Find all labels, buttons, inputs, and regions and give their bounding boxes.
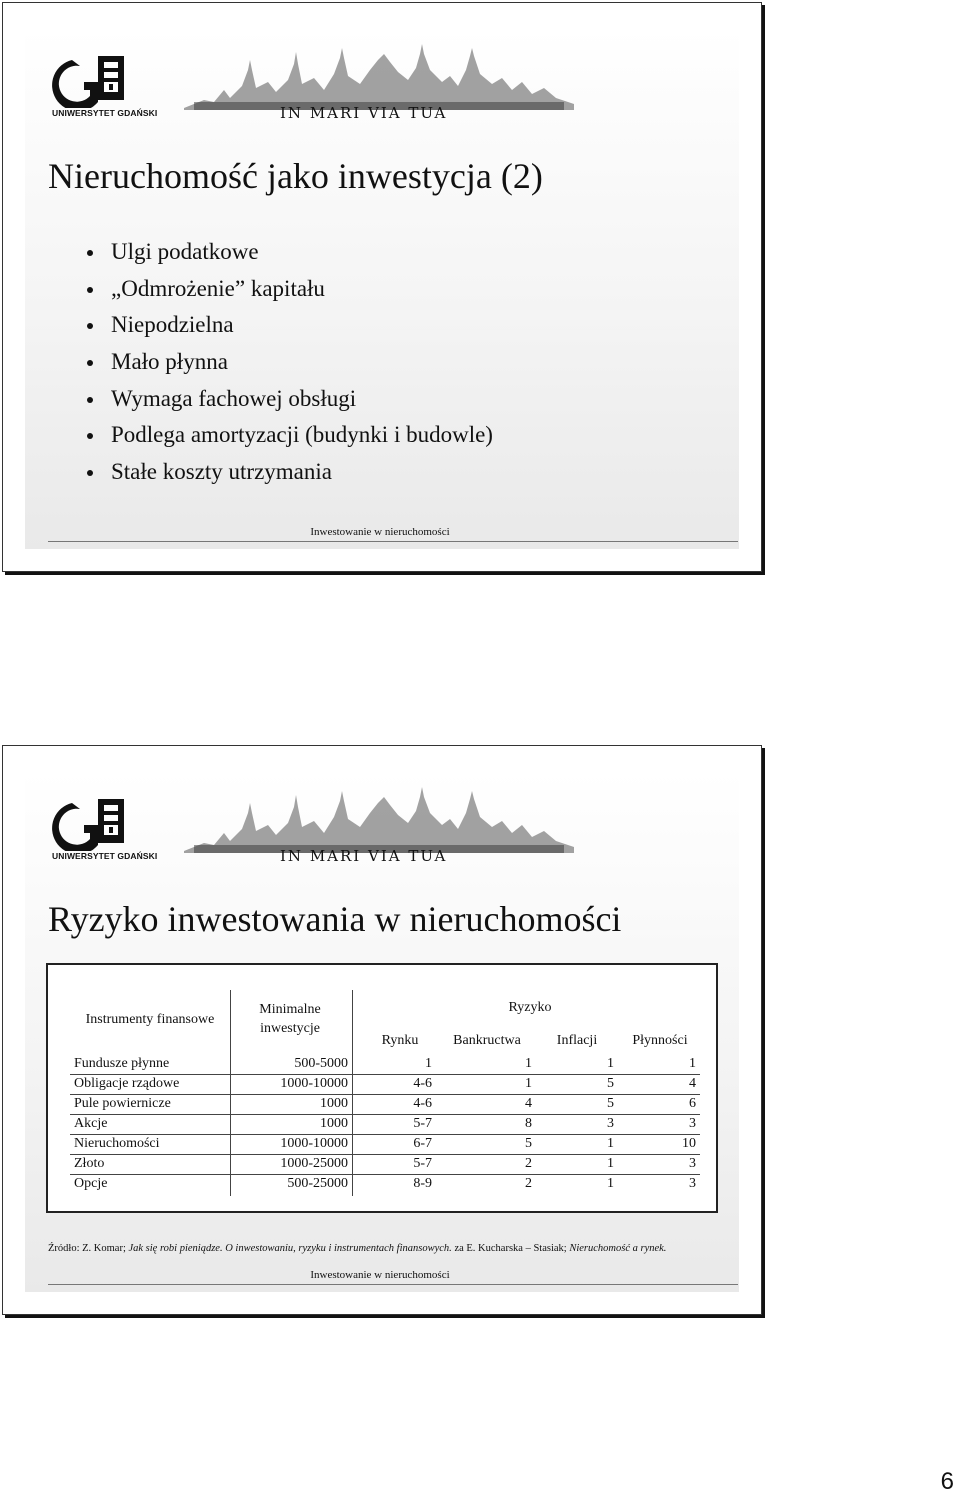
city-skyline-icon: [184, 783, 574, 853]
source-book-1: Jak się robi pieniądze. O inwestowaniu, ryzyku i instrumentach finansowych.: [128, 1243, 452, 1254]
table-row: [70, 1134, 700, 1155]
table-cell: 1: [607, 1156, 614, 1171]
table-cell: 1: [525, 1056, 532, 1071]
table-cell: 8: [525, 1116, 532, 1131]
page-number: 6: [940, 1468, 954, 1495]
table-cell: 8-9: [413, 1176, 432, 1191]
table-row: [70, 1174, 700, 1194]
header-instruments: Instrumenty finansowe: [85, 1012, 215, 1027]
table-cell: Opcje: [74, 1176, 108, 1191]
table-cell: 1: [607, 1136, 614, 1151]
table-cell: 4-6: [413, 1076, 432, 1091]
table-cell: 1000: [320, 1096, 348, 1111]
slide-2-title: Ryzyko inwestowania w nieruchomości: [48, 899, 622, 939]
table-cell: 3: [689, 1176, 696, 1191]
university-emblem-icon: [52, 52, 152, 108]
table-cell: 500-5000: [294, 1056, 348, 1071]
bullet-item: Stałe koszty utrzymania: [85, 456, 493, 493]
footer-divider: [48, 541, 738, 542]
table-cell: Nieruchomości: [74, 1136, 160, 1151]
bullet-item: „Odmrożenie” kapitału: [85, 273, 493, 310]
footer-divider: [48, 1284, 738, 1285]
slide-2-footer: Inwestowanie w nieruchomości: [310, 1269, 450, 1281]
bullet-list: [85, 236, 493, 493]
university-emblem-icon: [52, 795, 152, 851]
bullet-item: Mało płynna: [85, 346, 493, 383]
table-cell: 1000-25000: [280, 1156, 348, 1171]
table-cell: 4: [525, 1096, 532, 1111]
table-cell: 4-6: [413, 1096, 432, 1111]
table-row: [70, 1154, 700, 1175]
table-cell: 3: [689, 1116, 696, 1131]
header-min-investment: Minimalne inwestycje: [259, 1002, 321, 1036]
table-cell: 2: [525, 1176, 532, 1191]
table-cell: 1: [425, 1056, 432, 1071]
table-cell: Obligacje rządowe: [74, 1076, 180, 1091]
source-note: [48, 1242, 688, 1255]
university-motto: IN MARI VIA TUA: [280, 104, 448, 122]
table-cell: 1: [607, 1176, 614, 1191]
table-cell: Fundusze płynne: [74, 1056, 170, 1071]
table-cell: 10: [682, 1136, 696, 1151]
logo-text: UNIWERSYTET GDAŃSKI: [52, 851, 158, 861]
table-cell: 3: [607, 1116, 614, 1131]
bullet-item: Wymaga fachowej obsługi: [85, 383, 493, 420]
slide-1-footer: Inwestowanie w nieruchomości: [310, 526, 450, 538]
risk-table-box: [46, 963, 718, 1213]
slide-1-title: Nieruchomość jako inwestycja (2): [48, 156, 543, 196]
table-cell: 1: [689, 1056, 696, 1071]
table-cell: 6-7: [413, 1136, 432, 1151]
table-row: [70, 1054, 700, 1075]
table-cell: Pule powiernicze: [74, 1096, 171, 1111]
table-cell: 1000: [320, 1116, 348, 1131]
header-risk-market: Rynku: [381, 1033, 419, 1048]
table-cell: 5: [607, 1076, 614, 1091]
university-logo: [52, 795, 158, 865]
source-middle: za E. Kucharska – Stasiak;: [451, 1243, 570, 1254]
header-risk-group: Ryzyko: [508, 1000, 552, 1015]
table-cell: 5-7: [413, 1116, 432, 1131]
table-cell: 500-25000: [287, 1176, 348, 1191]
bullet-item: Ulgi podatkowe: [85, 236, 493, 273]
table-row: [70, 1074, 700, 1095]
table-cell: 5-7: [413, 1156, 432, 1171]
header-risk-liquidity: Płynności: [632, 1033, 688, 1048]
city-skyline-icon: [184, 40, 574, 110]
bullet-item: Podlega amortyzacji (budynki i budowle): [85, 419, 493, 456]
bullet-item: Niepodzielna: [85, 309, 493, 346]
table-cell: Akcje: [74, 1116, 108, 1131]
university-logo: [52, 52, 158, 122]
table-cell: 5: [607, 1096, 614, 1111]
logo-text: UNIWERSYTET GDAŃSKI: [52, 108, 158, 118]
header-risk-inflation: Inflacji: [556, 1033, 598, 1048]
university-motto: IN MARI VIA TUA: [280, 847, 448, 865]
table-cell: 1: [607, 1056, 614, 1071]
table-cell: 5: [525, 1136, 532, 1151]
table-row: [70, 1094, 700, 1115]
table-cell: 6: [689, 1096, 696, 1111]
table-cell: Złoto: [74, 1156, 105, 1171]
table-cell: 2: [525, 1156, 532, 1171]
table-cell: 4: [689, 1076, 696, 1091]
table-cell: 3: [689, 1156, 696, 1171]
source-book-2: Nieruchomość a rynek.: [569, 1243, 667, 1254]
table-cell: 1000-10000: [280, 1136, 348, 1151]
table-cell: 1: [525, 1076, 532, 1091]
header-risk-bankruptcy: Bankructwa: [453, 1033, 521, 1048]
table-row: [70, 1114, 700, 1135]
table-cell: 1000-10000: [280, 1076, 348, 1091]
source-prefix: Źródło: Z. Komar;: [48, 1243, 129, 1254]
